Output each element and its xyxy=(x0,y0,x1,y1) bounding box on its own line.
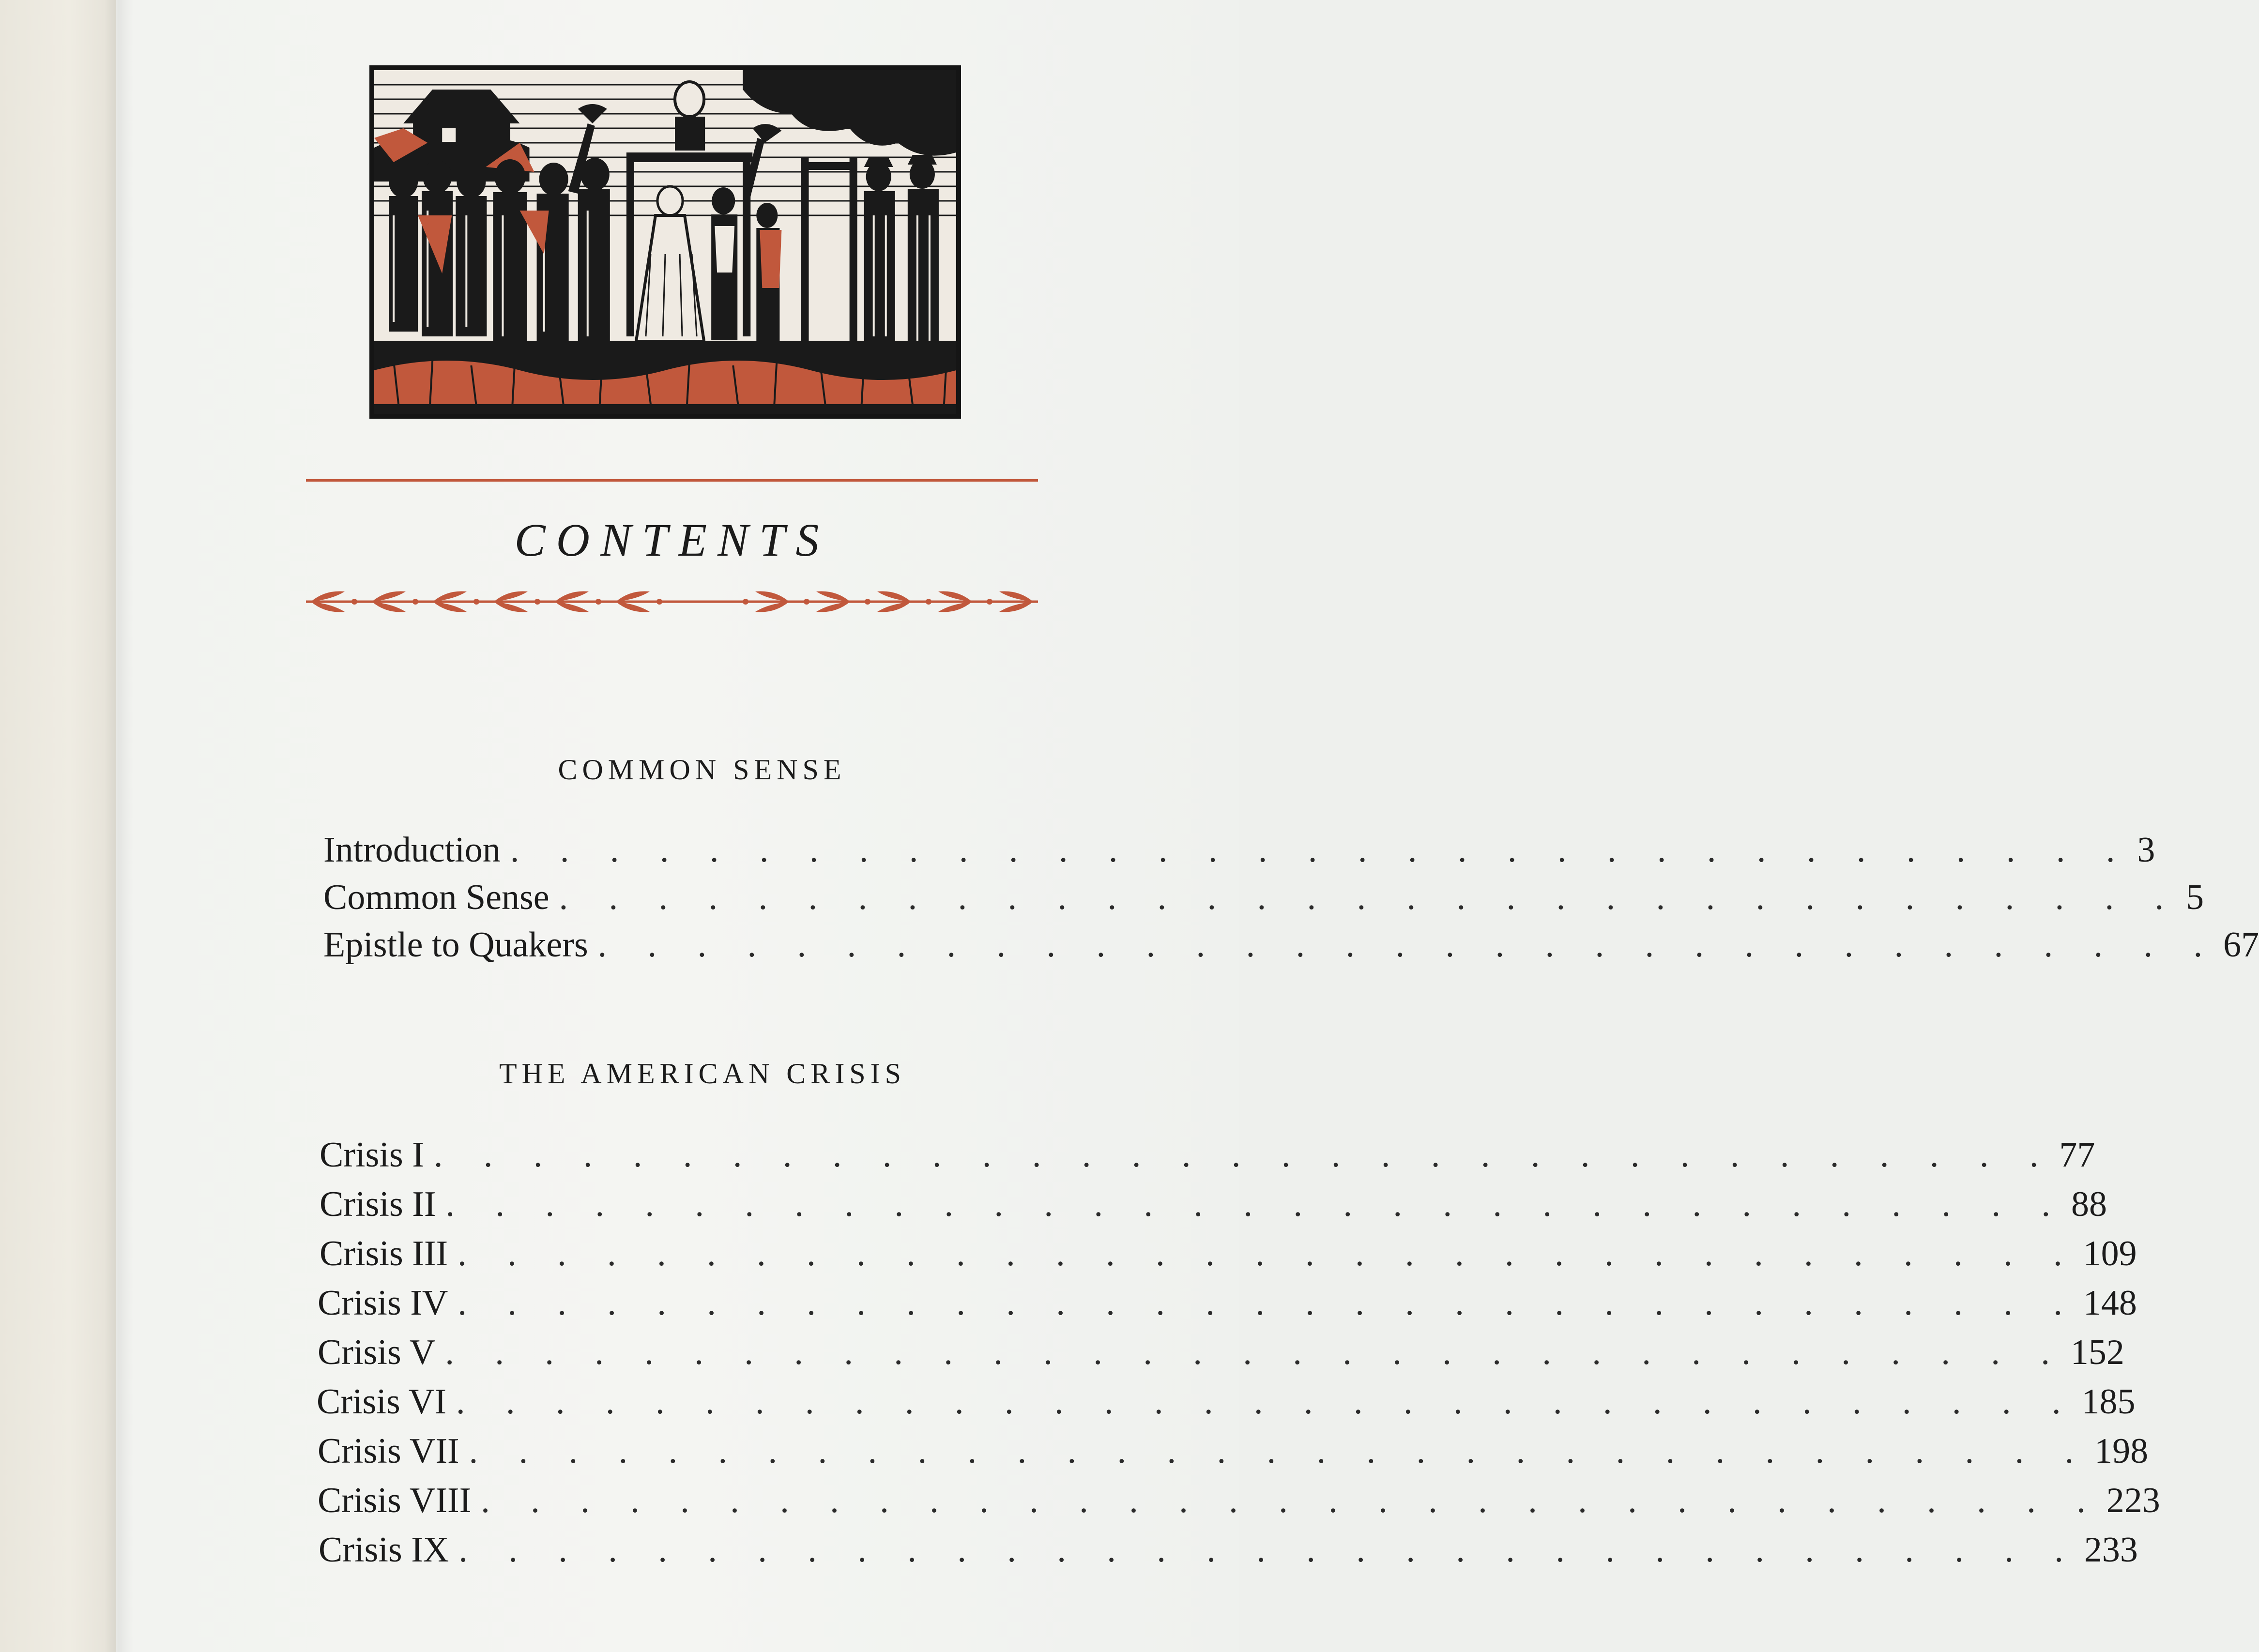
decorative-rule xyxy=(306,479,1038,482)
toc-entry-page: 77 xyxy=(2059,1135,2095,1175)
dot-leader: . . . . . . . . . . . . . . . . . . . . . . . . . . . . . . . . . xyxy=(433,1135,2055,1175)
toc-entry-page: 198 xyxy=(2094,1431,2149,1471)
left-page-edge xyxy=(0,0,116,1652)
toc-entry-title: Crisis V xyxy=(318,1333,436,1372)
toc-entry[interactable] xyxy=(319,1530,2138,1573)
section-heading-american-crisis: THE AMERICAN CRISIS xyxy=(499,1058,906,1090)
toc-entry[interactable] xyxy=(323,830,2155,873)
toc-entry-page: 5 xyxy=(2186,878,2204,917)
toc-entry-title: Crisis VII xyxy=(318,1431,459,1471)
dot-leader: . . . . . . . . . . . . . . . . . . . . . . . . . . . . . . . . . xyxy=(445,1184,2066,1224)
toc-entry-page: 88 xyxy=(2071,1184,2107,1224)
toc-entry-page: 3 xyxy=(2137,830,2155,870)
book-gutter xyxy=(104,0,133,1652)
toc-entry-title: Epistle to Quakers xyxy=(323,925,588,965)
toc-entry-page: 148 xyxy=(2083,1283,2137,1323)
toc-entry-title: Crisis IV xyxy=(318,1283,448,1323)
toc-entry-title: Crisis VI xyxy=(317,1382,446,1422)
toc-entry-page: 152 xyxy=(2070,1333,2124,1372)
woodcut-illustration xyxy=(369,65,961,419)
toc-entry[interactable] xyxy=(318,1332,2124,1376)
toc-entry-title: Introduction xyxy=(323,830,501,870)
toc-entry-title: Crisis IX xyxy=(319,1530,449,1570)
toc-entry-page: 67 xyxy=(2223,925,2259,965)
toc-entry[interactable] xyxy=(320,1184,2107,1228)
toc-entry[interactable] xyxy=(318,1431,2149,1474)
toc-entry-title: Crisis III xyxy=(320,1234,448,1273)
toc-entry[interactable] xyxy=(320,1233,2137,1277)
toc-entry[interactable] xyxy=(317,1381,2136,1425)
toc-entry[interactable] xyxy=(318,1480,2160,1524)
toc-entry[interactable] xyxy=(323,877,2204,921)
laurel-ornament xyxy=(306,585,1038,619)
dot-leader: . . . . . . . . . . . . . . . . . . . . . . . . . . . . . . . . . xyxy=(510,830,2131,870)
dot-leader: . . . . . . . . . . . . . . . . . . . . . . . . . . . . . . . . . xyxy=(458,1234,2078,1273)
dot-leader: . . . . . . . . . . . . . . . . . . . . . . . . . . . . . . . . . xyxy=(559,878,2180,917)
toc-entry[interactable] xyxy=(318,1283,2137,1326)
toc-entry-page: 185 xyxy=(2081,1382,2136,1422)
dot-leader: . . . . . . . . . . . . . . . . . . . . . . . . . . . . . . . . . xyxy=(481,1481,2102,1520)
toc-entry-title: Crisis VIII xyxy=(318,1481,472,1520)
toc-entry-title: Common Sense xyxy=(323,878,549,917)
toc-entry-page: 109 xyxy=(2083,1234,2137,1273)
toc-entry[interactable] xyxy=(320,1135,2095,1178)
toc-entry-title: Crisis II xyxy=(320,1184,436,1224)
page-title: CONTENTS xyxy=(514,514,830,566)
dot-leader: . . . . . . . . . . . . . . . . . . . . . . . . . . . . . . . . . xyxy=(469,1431,2090,1471)
dot-leader: . . . . . . . . . . . . . . . . . . . . . . . . . . . . . . . . . xyxy=(445,1333,2066,1372)
toc-entry-page: 223 xyxy=(2106,1481,2160,1520)
toc-entry[interactable] xyxy=(323,925,2259,968)
dot-leader: . . . . . . . . . . . . . . . . . . . . . . . . . . . . . . . . . xyxy=(597,925,2219,965)
dot-leader: . . . . . . . . . . . . . . . . . . . . . . . . . . . . . . . . . xyxy=(458,1283,2078,1323)
toc-entry-title: Crisis I xyxy=(320,1135,424,1175)
section-heading-common-sense: COMMON SENSE xyxy=(558,754,846,786)
dot-leader: . . . . . . . . . . . . . . . . . . . . . . . . . . . . . . . . . xyxy=(456,1382,2077,1422)
dot-leader: . . . . . . . . . . . . . . . . . . . . . . . . . . . . . . . . . xyxy=(458,1530,2079,1570)
toc-entry-page: 233 xyxy=(2084,1530,2138,1570)
